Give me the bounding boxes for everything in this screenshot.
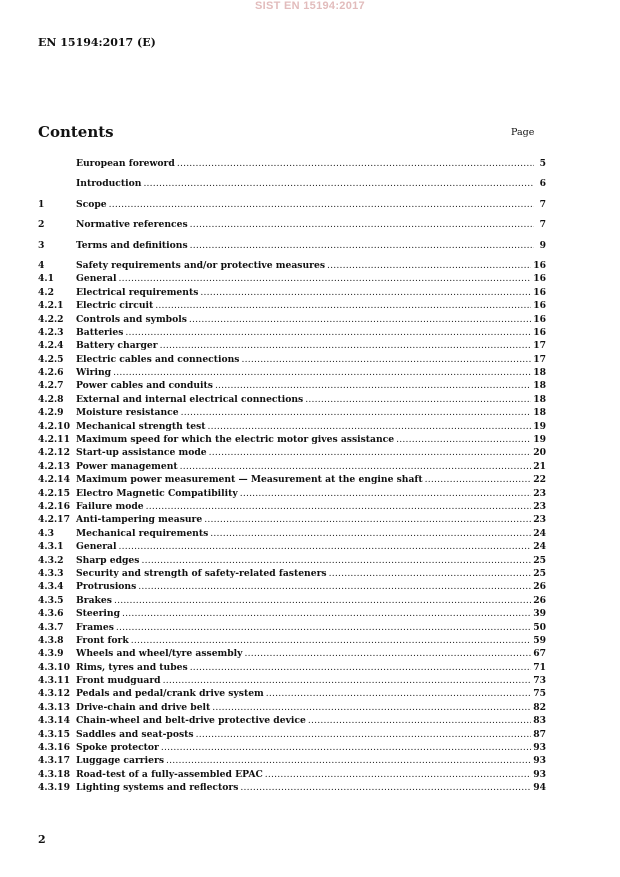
toc-leader-dots	[204, 513, 531, 526]
toc-entry[interactable]	[38, 420, 546, 433]
toc-entry-title: Sharp edges	[76, 554, 140, 566]
toc-entry-number: 4.2.11	[38, 434, 70, 446]
toc-entry-title: Electro Magnetic Compatibility	[76, 487, 238, 499]
toc-leader-dots	[141, 554, 531, 567]
toc-entry-title: Mechanical strength test	[76, 420, 206, 432]
toc-leader-dots	[265, 768, 531, 781]
toc-entry-number: 4.3.2	[38, 554, 64, 566]
toc-entry[interactable]	[38, 580, 546, 593]
toc-entry-title: Frames	[76, 621, 114, 633]
toc-entry-title: Batteries	[76, 326, 124, 338]
toc-entry-title: Electric cables and connections	[76, 353, 240, 365]
toc-entry[interactable]	[38, 218, 546, 231]
toc-entry-title: Pedals and pedal/crank drive system	[76, 688, 264, 700]
toc-leader-dots	[189, 313, 531, 326]
toc-entry-number: 4.3.11	[38, 675, 70, 687]
toc-entry-page: 7	[539, 198, 546, 210]
toc-entry-title: Terms and definitions	[76, 239, 188, 251]
toc-entry[interactable]	[38, 674, 546, 687]
toc-entry[interactable]	[38, 500, 546, 513]
toc-entry[interactable]	[38, 687, 546, 700]
toc-entry[interactable]	[38, 406, 546, 419]
toc-entry-number: 4.2	[38, 286, 54, 298]
toc-entry-number: 4.3.4	[38, 581, 64, 593]
toc-entry[interactable]	[38, 607, 546, 620]
toc-entry[interactable]	[38, 647, 546, 660]
toc-entry[interactable]	[38, 433, 546, 446]
toc-entry-title: Normative references	[76, 219, 188, 231]
toc-leader-dots	[190, 218, 534, 231]
toc-entry-page: 39	[533, 608, 546, 620]
toc-entry-title: Wiring	[76, 367, 112, 379]
toc-entry-number: 4.2.7	[38, 380, 64, 392]
toc-entry-number: 4.3.5	[38, 594, 64, 606]
toc-entry-number: 4.2.15	[38, 487, 70, 499]
toc-entry-number: 4.3.1	[38, 541, 64, 553]
toc-leader-dots	[215, 379, 531, 392]
toc-entry-number: 4.3.16	[38, 742, 70, 754]
toc-entry-title: Luggage carriers	[76, 755, 164, 767]
toc-entry-page: 75	[533, 688, 546, 700]
toc-entry[interactable]	[38, 259, 546, 272]
toc-entry[interactable]	[38, 313, 546, 326]
toc-entry[interactable]	[38, 198, 546, 211]
toc-leader-dots	[210, 527, 531, 540]
toc-entry-title: Saddles and seat-posts	[76, 728, 194, 740]
toc-entry[interactable]	[38, 379, 546, 392]
toc-entry-number: 4.2.14	[38, 474, 70, 486]
toc-leader-dots	[240, 781, 531, 794]
contents-title: Contents	[38, 123, 114, 141]
toc-entry-title: General	[76, 273, 117, 285]
toc-leader-dots	[181, 406, 532, 419]
toc-entry-number: 4.2.17	[38, 514, 70, 526]
toc-entry[interactable]	[38, 754, 546, 767]
table-of-contents	[38, 157, 546, 795]
toc-entry-number: 4.2.8	[38, 393, 64, 405]
toc-entry-page: 5	[539, 158, 546, 169]
toc-leader-dots	[308, 714, 531, 727]
toc-entry-number: 3	[38, 239, 45, 251]
toc-entry-title: Maximum speed for which the electric motor gives assistance	[76, 434, 395, 446]
toc-leader-dots	[396, 433, 531, 446]
toc-entry-title: Security and strength of safety-related fasteners	[76, 567, 327, 579]
toc-entry-page: 7	[539, 219, 546, 231]
toc-entry[interactable]	[38, 286, 546, 299]
toc-entry-number: 4	[38, 259, 45, 271]
toc-entry-page: 17	[533, 353, 546, 365]
toc-entry-title: Introduction	[76, 178, 142, 190]
toc-entry-number: 4.2.4	[38, 340, 64, 352]
toc-entry-page: 93	[533, 742, 546, 754]
toc-leader-dots	[200, 286, 531, 299]
toc-entry-number: 4.2.6	[38, 367, 64, 379]
toc-entry-number: 4.3.7	[38, 621, 64, 633]
toc-entry-page: 25	[533, 567, 546, 579]
toc-entry-page: 6	[539, 178, 546, 190]
page-column-label: Page	[511, 127, 535, 138]
toc-entry[interactable]	[38, 741, 546, 754]
toc-entry[interactable]	[38, 353, 546, 366]
toc-entry-number: 4.3.17	[38, 755, 70, 767]
toc-leader-dots	[122, 607, 531, 620]
toc-entry-number: 4.2.2	[38, 313, 64, 325]
toc-entry-page: 22	[533, 474, 546, 486]
toc-entry-page: 9	[539, 239, 546, 251]
toc-leader-dots	[212, 701, 531, 714]
toc-entry[interactable]	[38, 446, 546, 459]
toc-entry[interactable]	[38, 701, 546, 714]
toc-entry-title: Mechanical requirements	[76, 527, 209, 539]
toc-entry-number: 2	[38, 219, 45, 231]
toc-leader-dots	[116, 621, 531, 634]
toc-leader-dots	[146, 500, 532, 513]
toc-entry-number: 4.2.9	[38, 407, 64, 419]
toc-entry-page: 18	[533, 407, 546, 419]
toc-entry-page: 83	[533, 715, 546, 727]
toc-entry-title: Controls and symbols	[76, 313, 187, 325]
toc-entry-title: European foreword	[76, 158, 175, 169]
toc-entry-page: 17	[533, 340, 546, 352]
toc-leader-dots	[166, 754, 531, 767]
toc-entry-title: Power cables and conduits	[76, 380, 213, 392]
watermark: SIST EN 15194:2017	[255, 0, 365, 12]
toc-leader-dots	[113, 366, 531, 379]
toc-entry-page: 23	[533, 487, 546, 499]
toc-entry-page: 93	[533, 768, 546, 780]
toc-entry-title: Moisture resistance	[76, 407, 179, 419]
toc-entry-title: Electric circuit	[76, 300, 154, 312]
toc-entry-page: 19	[533, 420, 546, 432]
toc-entry-title: Road-test of a fully-assembled EPAC	[76, 768, 263, 780]
toc-entry[interactable]	[38, 540, 546, 553]
toc-entry-title: General	[76, 541, 117, 553]
toc-entry-number: 4.3.10	[38, 661, 70, 673]
toc-leader-dots	[180, 460, 532, 473]
toc-entry-title: Power management	[76, 460, 178, 472]
toc-leader-dots	[109, 198, 534, 211]
toc-entry-page: 73	[533, 675, 546, 687]
toc-entry-title: Spoke protector	[76, 742, 159, 754]
toc-entry[interactable]	[38, 567, 546, 580]
toc-entry-title: External and internal electrical connections	[76, 393, 304, 405]
toc-entry-number: 4.3.6	[38, 608, 64, 620]
toc-entry-title: Front fork	[76, 634, 129, 646]
toc-entry-page: 26	[533, 581, 546, 593]
toc-entry[interactable]	[38, 299, 546, 312]
toc-entry-number: 4.3	[38, 527, 54, 539]
toc-entry-page: 24	[533, 541, 546, 553]
toc-entry-number: 4.2.1	[38, 300, 64, 312]
toc-entry-title: Rims, tyres and tubes	[76, 661, 188, 673]
toc-entry[interactable]	[38, 527, 546, 540]
toc-entry[interactable]	[38, 594, 546, 607]
toc-entry-page: 20	[533, 447, 546, 459]
toc-leader-dots	[119, 272, 532, 285]
toc-entry-page: 71	[533, 661, 546, 673]
toc-entry-page: 23	[533, 514, 546, 526]
toc-leader-dots	[138, 580, 531, 593]
toc-entry-title: Battery charger	[76, 340, 158, 352]
toc-entry[interactable]	[38, 339, 546, 352]
toc-entry[interactable]	[38, 460, 546, 473]
toc-leader-dots	[241, 353, 531, 366]
toc-entry[interactable]	[38, 781, 546, 794]
toc-entry-page: 87	[533, 728, 546, 740]
toc-entry-number: 4.2.16	[38, 500, 70, 512]
document-id: EN 15194:2017 (E)	[38, 36, 156, 49]
toc-entry[interactable]	[38, 768, 546, 781]
toc-entry[interactable]	[38, 177, 546, 190]
toc-leader-dots	[143, 177, 534, 190]
toc-entry-number: 4.3.8	[38, 634, 64, 646]
toc-entry-page: 16	[533, 286, 546, 298]
toc-entry-title: Safety requirements and/or protective measures	[76, 259, 325, 271]
toc-entry[interactable]	[38, 393, 546, 406]
toc-entry-number: 4.3.19	[38, 782, 70, 794]
toc-leader-dots	[245, 647, 532, 660]
toc-leader-dots	[125, 326, 531, 339]
toc-entry-page: 18	[533, 380, 546, 392]
toc-leader-dots	[160, 339, 532, 352]
toc-entry[interactable]	[38, 621, 546, 634]
toc-leader-dots	[209, 446, 532, 459]
toc-entry-title: Drive-chain and drive belt	[76, 701, 211, 713]
toc-entry-number: 4.3.12	[38, 688, 70, 700]
toc-entry-page: 59	[533, 634, 546, 646]
toc-entry[interactable]	[38, 326, 546, 339]
toc-entry[interactable]	[38, 728, 546, 741]
toc-leader-dots	[114, 594, 531, 607]
toc-entry-number: 4.3.13	[38, 701, 70, 713]
toc-entry-number: 1	[38, 198, 45, 210]
toc-leader-dots	[119, 540, 532, 553]
toc-leader-dots	[163, 674, 532, 687]
toc-entry[interactable]	[38, 239, 546, 252]
toc-entry-page: 82	[533, 701, 546, 713]
toc-entry-page: 16	[533, 313, 546, 325]
toc-entry[interactable]	[38, 157, 546, 170]
toc-leader-dots	[305, 393, 531, 406]
toc-entry-number: 4.3.3	[38, 567, 64, 579]
toc-leader-dots	[266, 687, 531, 700]
toc-leader-dots	[327, 259, 531, 272]
toc-entry-page: 16	[533, 326, 546, 338]
toc-entry-page: 16	[533, 273, 546, 285]
toc-entry[interactable]	[38, 487, 546, 500]
toc-entry-title: Electrical requirements	[76, 286, 199, 298]
toc-entry-title: Chain-wheel and belt-drive protective device	[76, 715, 306, 727]
toc-entry-number: 4.3.18	[38, 768, 70, 780]
toc-entry-page: 24	[533, 527, 546, 539]
toc-entry-title: Wheels and wheel/tyre assembly	[76, 648, 243, 660]
toc-entry-title: Start-up assistance mode	[76, 447, 207, 459]
toc-entry-number: 4.3.15	[38, 728, 70, 740]
page-number: 2	[38, 833, 46, 846]
toc-entry-title: Failure mode	[76, 500, 144, 512]
toc-entry-page: 26	[533, 594, 546, 606]
toc-leader-dots	[329, 567, 532, 580]
toc-entry-page: 93	[533, 755, 546, 767]
toc-entry-number: 4.2.13	[38, 460, 70, 472]
toc-entry-number: 4.2.12	[38, 447, 70, 459]
toc-leader-dots	[190, 661, 532, 674]
toc-entry-title: Front mudguard	[76, 675, 161, 687]
toc-entry-page: 50	[533, 621, 546, 633]
toc-entry-title: Lighting systems and reflectors	[76, 782, 239, 794]
toc-entry-page: 23	[533, 500, 546, 512]
toc-entry-number: 4.3.14	[38, 715, 70, 727]
toc-entry-number: 4.2.10	[38, 420, 70, 432]
toc-entry-title: Scope	[76, 198, 107, 210]
toc-entry-page: 18	[533, 393, 546, 405]
toc-entry-page: 94	[533, 782, 546, 794]
toc-entry-page: 25	[533, 554, 546, 566]
toc-entry-page: 21	[533, 460, 546, 472]
toc-leader-dots	[207, 420, 531, 433]
toc-entry-title: Anti-tampering measure	[76, 514, 203, 526]
toc-entry-page: 18	[533, 367, 546, 379]
toc-entry-number: 4.2.3	[38, 326, 64, 338]
toc-leader-dots	[425, 473, 532, 486]
toc-leader-dots	[161, 741, 531, 754]
toc-entry-title: Maximum power measurement — Measurement at the engine shaft	[76, 474, 423, 486]
toc-entry[interactable]	[38, 661, 546, 674]
toc-entry[interactable]	[38, 473, 546, 486]
toc-leader-dots	[177, 157, 534, 170]
toc-entry-title: Protrusions	[76, 581, 137, 593]
toc-leader-dots	[131, 634, 531, 647]
toc-entry-number: 4.1	[38, 273, 54, 285]
toc-leader-dots	[196, 728, 532, 741]
toc-entry[interactable]	[38, 513, 546, 526]
toc-entry-page: 19	[533, 434, 546, 446]
toc-leader-dots	[190, 239, 534, 252]
toc-entry-title: Brakes	[76, 594, 112, 606]
toc-entry[interactable]	[38, 634, 546, 647]
toc-entry-number: 4.3.9	[38, 648, 64, 660]
toc-entry-page: 67	[533, 648, 546, 660]
toc-entry-title: Steering	[76, 608, 121, 620]
toc-entry-page: 16	[533, 259, 546, 271]
toc-entry-number: 4.2.5	[38, 353, 64, 365]
toc-leader-dots	[240, 487, 532, 500]
toc-entry[interactable]	[38, 554, 546, 567]
toc-entry[interactable]	[38, 714, 546, 727]
toc-leader-dots	[155, 299, 531, 312]
toc-entry[interactable]	[38, 272, 546, 285]
toc-entry-page: 16	[533, 300, 546, 312]
toc-entry[interactable]	[38, 366, 546, 379]
